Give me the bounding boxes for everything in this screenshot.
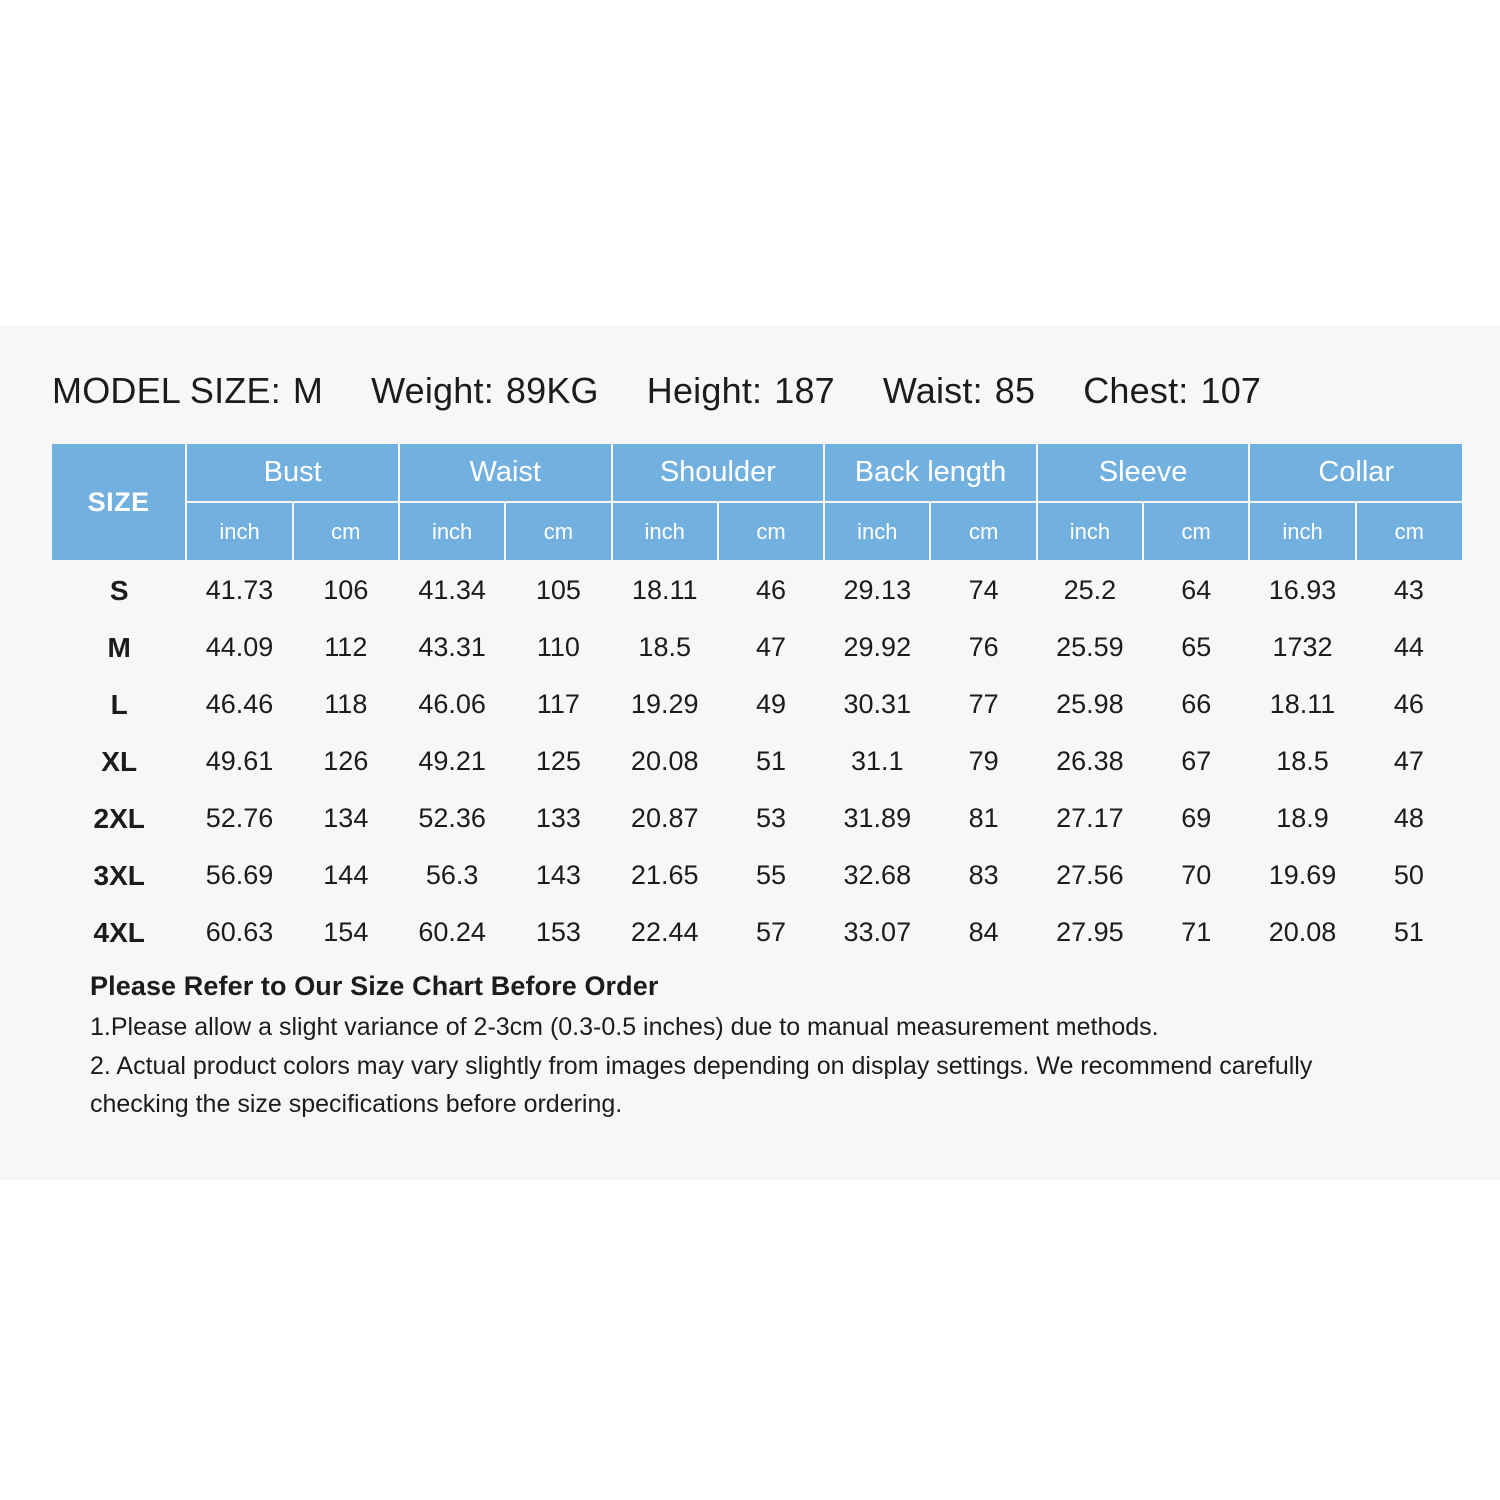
measurement-cell: 112 [324,632,368,662]
unit-header-4-0: inch [1037,502,1143,561]
model-height-segment [647,370,883,412]
unit-header-4-1: cm [1143,502,1249,561]
model-chest-value: 107 [1200,370,1262,411]
table-row [52,904,1462,961]
measurement-cell: 52.36 [418,803,486,833]
size-column-header: SIZE [52,444,186,561]
notes-title: Please Refer to Our Size Chart Before Order [90,971,659,1001]
measurement-cell: 53 [755,803,787,833]
measurement-cell: 51 [1393,917,1424,947]
measurement-cell: 46.06 [418,689,486,719]
size-cell: S [109,574,129,606]
measurement-cell: 21.65 [630,860,699,890]
measurement-cell: 41.73 [205,575,274,605]
group-header-0: Bust [186,444,399,502]
size-chart-panel [0,325,1500,1180]
measurement-cell: 77 [968,689,999,719]
measurement-cell: 154 [323,917,369,947]
measurement-cell: 50 [1393,860,1424,890]
measurement-cell: 60.63 [205,917,274,947]
measurement-cell: 25.2 [1063,575,1117,605]
measurement-cell: 65 [1181,632,1212,662]
group-header-2: Shoulder [612,444,825,502]
table-row [52,847,1462,904]
unit-header-0-1: cm [293,502,399,561]
measurement-cell: 56.69 [205,860,274,890]
measurement-cell: 46 [755,575,787,605]
measurement-cell: 81 [968,803,999,833]
unit-header-5-0: inch [1249,502,1355,561]
measurement-cell: 48 [1393,803,1424,833]
measurement-cell: 133 [535,803,581,833]
measurement-cell: 49 [755,689,787,719]
measurement-cell: 41.34 [418,575,486,605]
model-chest-label: Chest: [1083,370,1189,411]
notes-line-1: 1.Please allow a slight variance of 2-3cm (0.3-0.5 inches) due to manual measurement methods. [90,1013,1159,1041]
measurement-cell: 27.56 [1056,860,1124,890]
measurement-cell: 79 [968,746,999,776]
measurement-cell: 27.17 [1056,803,1124,833]
model-height-value: 187 [774,370,835,411]
measurement-cell: 18.11 [631,575,698,605]
model-size-line [52,370,1462,412]
measurement-cell: 117 [536,689,580,719]
group-header-4: Sleeve [1037,444,1250,502]
measurement-cell: 49.61 [205,746,274,776]
measurement-cell: 52.76 [205,803,274,833]
unit-header-2-0: inch [612,502,718,561]
measurement-cell: 71 [1181,917,1212,947]
model-size-value: M [292,370,324,411]
table-row [52,676,1462,733]
measurement-cell: 18.9 [1276,803,1329,833]
model-height-label: Height: [646,370,763,411]
notes-line-2: 2. Actual product colors may vary slightly from images depending on display settings. We recommend carefully [90,1051,1313,1080]
group-header-5: Collar [1249,444,1462,502]
size-cell: 4XL [93,916,145,948]
group-header-1: Waist [399,444,612,502]
unit-header-5-1: cm [1356,502,1462,561]
measurement-cell: 33.07 [843,917,912,947]
model-size-label: MODEL SIZE: [52,370,281,411]
measurement-cell: 43 [1393,575,1424,605]
unit-header-0-0: inch [186,502,292,561]
measurement-cell: 118 [324,689,368,719]
measurement-cell: 84 [968,917,999,947]
measurement-cell: 64 [1181,575,1212,605]
measurement-cell: 19.29 [630,689,699,719]
measurement-cell: 30.31 [843,689,912,719]
measurement-cell: 20.08 [630,746,699,776]
measurement-cell: 16.93 [1268,575,1337,605]
measurement-cell: 57 [755,917,787,947]
measurement-cell: 83 [968,860,999,890]
size-cell: 3XL [93,859,145,891]
table-row [52,733,1462,790]
model-waist-segment [883,370,1083,412]
unit-header-2-1: cm [718,502,824,561]
measurement-cell: 144 [323,860,369,890]
table-row [52,790,1462,847]
unit-header-1-0: inch [399,502,505,561]
unit-header-1-1: cm [505,502,611,561]
table-group-header-row [52,444,1462,502]
measurement-cell: 46 [1393,689,1424,719]
size-cell: M [107,631,131,663]
measurement-cell: 125 [535,746,581,776]
measurement-cell: 143 [535,860,581,890]
size-cell: L [110,688,128,720]
measurement-cell: 70 [1181,860,1212,890]
unit-header-3-0: inch [824,502,930,561]
measurement-cell: 31.1 [851,746,904,776]
size-chart-table [52,444,1462,961]
model-weight-value: 89KG [505,370,599,411]
measurement-cell: 19.69 [1268,860,1337,890]
measurement-cell: 31.89 [843,803,912,833]
unit-header-3-1: cm [930,502,1036,561]
model-waist-label: Waist: [882,370,983,411]
measurement-cell: 47 [1393,746,1424,776]
measurement-cell: 105 [535,575,581,605]
measurement-cell: 60.24 [418,917,486,947]
measurement-cell: 67 [1181,746,1212,776]
measurement-cell: 51 [755,746,787,776]
measurement-cell: 26.38 [1056,746,1124,776]
measurement-cell: 76 [968,632,999,662]
size-cell: XL [101,745,138,777]
measurement-cell: 47 [755,632,787,662]
measurement-cell: 110 [536,632,580,662]
model-waist-value: 85 [994,370,1036,411]
measurement-cell: 106 [323,575,369,605]
measurement-cell: 49.21 [418,746,486,776]
measurement-cell: 55 [755,860,787,890]
measurement-cell: 134 [323,803,369,833]
measurement-cell: 29.92 [843,632,912,662]
measurement-cell: 18.11 [1269,689,1336,719]
measurement-cell: 25.98 [1056,689,1124,719]
measurement-cell: 66 [1181,689,1212,719]
measurement-cell: 43.31 [418,632,486,662]
size-cell: 2XL [93,802,145,834]
model-chest-segment [1083,370,1261,412]
measurement-cell: 22.44 [630,917,699,947]
table-row [52,561,1462,619]
model-size-segment [52,370,371,412]
notes-block [52,971,1392,1123]
measurement-cell: 74 [968,575,999,605]
measurement-cell: 44.09 [205,632,274,662]
measurement-cell: 56.3 [425,860,479,890]
measurement-cell: 126 [323,746,369,776]
model-weight-label: Weight: [371,370,494,411]
measurement-cell: 29.13 [843,575,912,605]
measurement-cell: 32.68 [843,860,912,890]
measurement-cell: 18.5 [1276,746,1329,776]
table-unit-header-row [52,502,1462,561]
measurement-cell: 153 [535,917,581,947]
table-row [52,619,1462,676]
measurement-cell: 20.08 [1268,917,1337,947]
notes-line-3: checking the size specifications before ordering. [90,1090,623,1118]
measurement-cell: 1732 [1272,632,1333,662]
measurement-cell: 44 [1393,632,1424,662]
measurement-cell: 18.5 [638,632,691,662]
measurement-cell: 69 [1181,803,1212,833]
measurement-cell: 20.87 [630,803,699,833]
size-chart-content [52,370,1462,1126]
measurement-cell: 27.95 [1056,917,1124,947]
group-header-3: Back length [824,444,1037,502]
measurement-cell: 46.46 [205,689,274,719]
model-weight-segment [371,370,647,412]
measurement-cell: 25.59 [1056,632,1124,662]
